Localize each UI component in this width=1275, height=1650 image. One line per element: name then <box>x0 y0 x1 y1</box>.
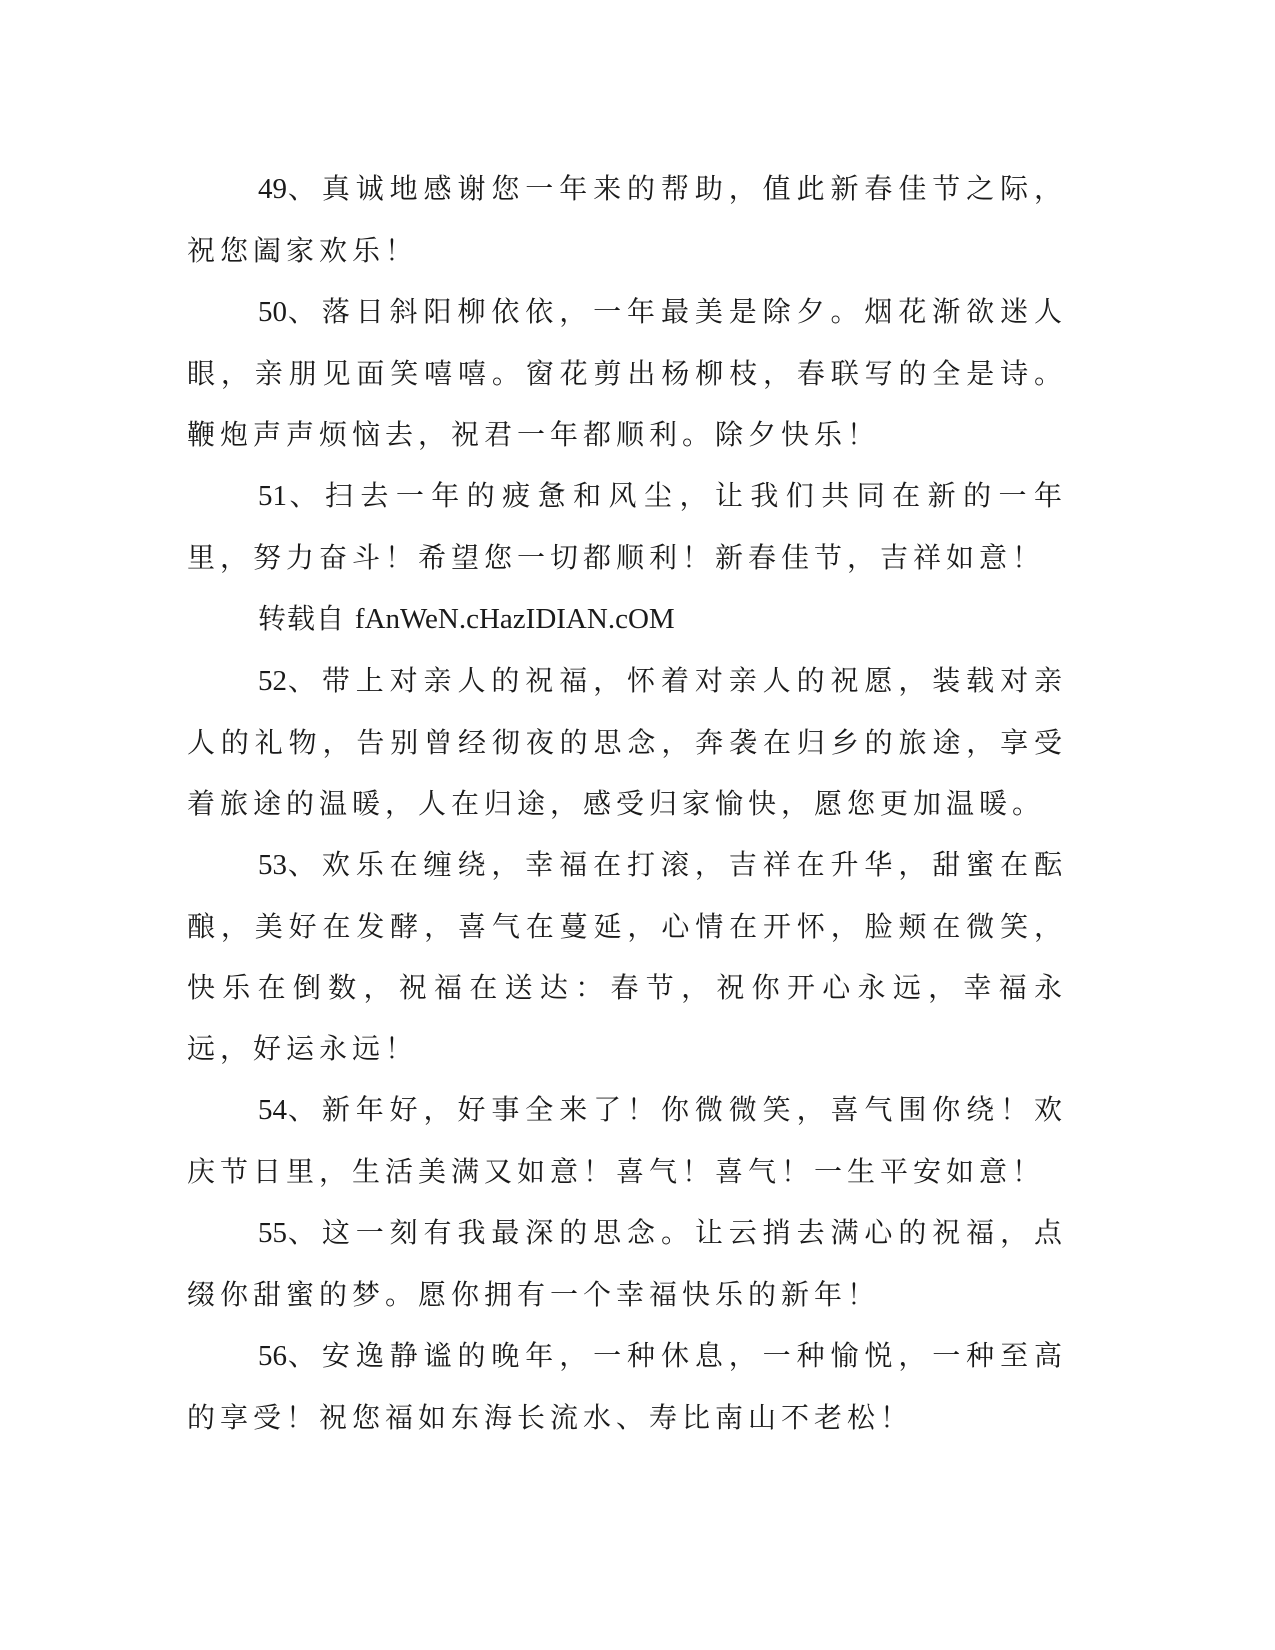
paragraph-50 <box>187 281 1067 465</box>
paragraph-52 <box>187 650 1067 834</box>
paragraph-text: 、真诚地感谢您一年来的帮助，值此新春佳节之际，祝您阖家欢乐！ <box>187 172 1067 267</box>
paragraph-text: 、扫去一年的疲惫和风尘，让我们共同在新的一年里，努力奋斗！希望您一切都顺利！新春佳节，吉祥如意！ <box>187 479 1067 574</box>
paragraph-text: 、安逸静谧的晚年，一种休息，一种愉悦，一种至高的享受！祝您福如东海长流水、寿比南山不老松！ <box>187 1339 1067 1434</box>
paragraph-text: 、新年好，好事全来了！你微微笑，喜气围你绕！欢庆节日里，生活美满又如意！喜气！喜气！一生平安如意！ <box>187 1093 1067 1188</box>
paragraph-56 <box>187 1325 1067 1448</box>
paragraph-51 <box>187 465 1067 588</box>
paragraph-number: 56 <box>258 1340 287 1372</box>
source-text: fAnWeN.cHazIDIAN.cOM <box>354 603 675 635</box>
document-body <box>187 158 1067 1448</box>
paragraph-number: 53 <box>258 849 287 881</box>
paragraph-number: 54 <box>258 1094 287 1126</box>
paragraph-number: 55 <box>258 1217 287 1249</box>
source-prefix: 转载自 <box>258 602 355 635</box>
source-line <box>187 588 1067 650</box>
paragraph-49 <box>187 158 1067 281</box>
paragraph-text: 、落日斜阳柳依依，一年最美是除夕。烟花渐欲迷人眼，亲朋见面笑嘻嘻。窗花剪出杨柳枝，春联写的全是诗。鞭炮声声烦恼去，祝君一年都顺利。除夕快乐！ <box>187 295 1067 451</box>
paragraph-55 <box>187 1202 1067 1325</box>
paragraph-number: 51 <box>258 480 287 512</box>
paragraph-number: 50 <box>258 296 287 328</box>
paragraph-53 <box>187 834 1067 1079</box>
paragraph-number: 52 <box>258 665 287 697</box>
paragraph-54 <box>187 1079 1067 1202</box>
paragraph-text: 、这一刻有我最深的思念。让云捎去满心的祝福，点缀你甜蜜的梦。愿你拥有一个幸福快乐的新年！ <box>187 1216 1067 1311</box>
paragraph-text: 、欢乐在缠绕，幸福在打滚，吉祥在升华，甜蜜在酝酿，美好在发酵，喜气在蔓延，心情在开怀，脸颊在微笑，快乐在倒数，祝福在送达：春节，祝你开心永远，幸福永远，好运永远！ <box>187 848 1067 1065</box>
paragraph-text: 、带上对亲人的祝福，怀着对亲人的祝愿，装载对亲人的礼物，告别曾经彻夜的思念，奔袭在归乡的旅途，享受着旅途的温暖，人在归途，感受归家愉快，愿您更加温暖。 <box>187 664 1067 820</box>
paragraph-number: 49 <box>258 173 287 205</box>
